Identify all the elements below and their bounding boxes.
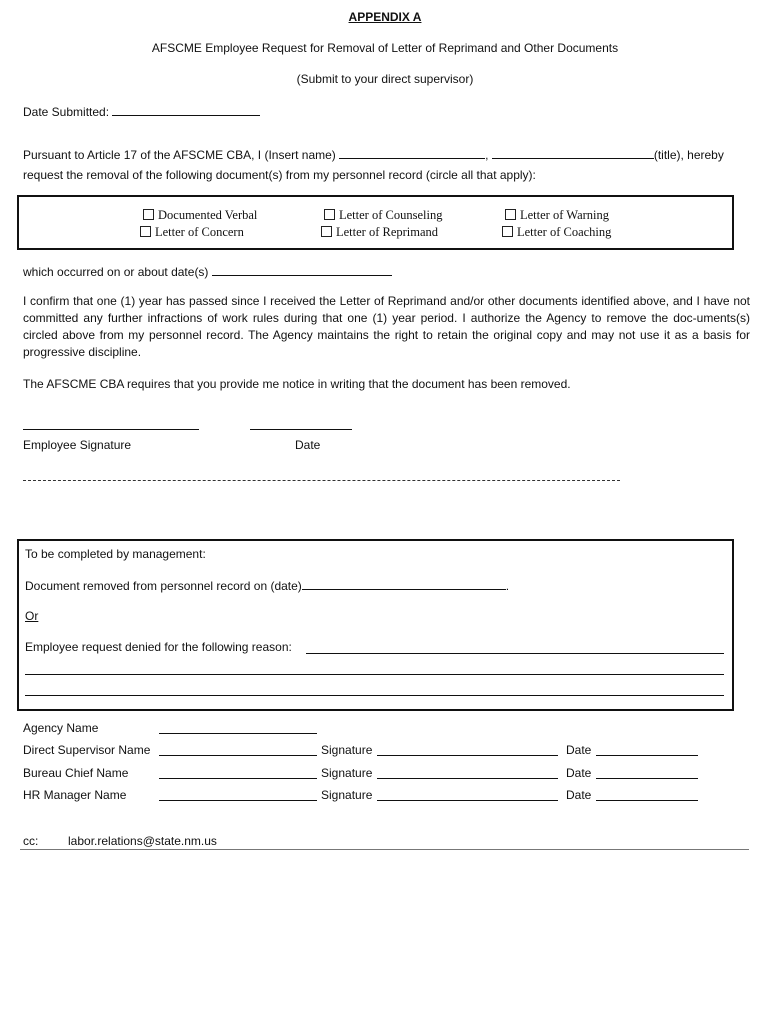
cc-label: cc: — [23, 834, 39, 848]
hr-manager-date-label: Date — [566, 788, 592, 802]
hr-manager-date-line[interactable] — [596, 800, 698, 801]
employee-name-blank[interactable] — [339, 147, 485, 159]
bureau-chief-signature-line[interactable] — [377, 778, 558, 779]
pursuant-title-text: (title), hereby — [653, 148, 724, 162]
management-box — [17, 539, 734, 711]
denied-label: Employee request denied for the following reason: — [25, 640, 292, 654]
occurred-label: which occurred on or about date(s) — [23, 265, 209, 279]
removed-label: Document removed from personnel record on (date) — [25, 579, 302, 593]
employee-date-line[interactable] — [250, 429, 352, 430]
direct-supervisor-label: Direct Supervisor Name — [23, 743, 151, 757]
occurred-row — [23, 264, 392, 279]
direct-supervisor-name-line[interactable] — [159, 755, 317, 756]
removed-date-blank[interactable] — [302, 578, 506, 590]
agency-name-label: Agency Name — [23, 721, 99, 735]
checkbox-icon — [321, 226, 332, 237]
denied-reason-line-2[interactable] — [25, 674, 724, 675]
cc-email[interactable]: labor.relations@state.nm.us — [68, 834, 217, 848]
submit-instruction: (Submit to your direct supervisor) — [296, 72, 474, 86]
or-label: Or — [25, 609, 39, 623]
direct-supervisor-date-line[interactable] — [596, 755, 698, 756]
date-submitted-row — [23, 104, 260, 119]
option-letter-of-coaching[interactable]: Letter of Coaching — [502, 225, 611, 240]
pursuant-line-2: request the removal of the following document(s) from my personnel record (circle all that apply): — [23, 168, 536, 182]
checkbox-icon — [143, 209, 154, 220]
appendix-title: APPENDIX A — [348, 10, 422, 24]
employee-signature-line[interactable] — [23, 429, 199, 430]
employee-title-blank[interactable] — [492, 147, 654, 159]
removed-row — [25, 578, 509, 593]
date-submitted-label: Date Submitted: — [23, 105, 110, 119]
direct-supervisor-signature-label: Signature — [321, 743, 373, 757]
direct-supervisor-date-label: Date — [566, 743, 592, 757]
option-letter-of-warning[interactable]: Letter of Warning — [505, 208, 609, 223]
denied-reason-line-3[interactable] — [25, 695, 724, 696]
occurred-date-blank[interactable] — [212, 264, 392, 276]
employee-date-label: Date — [295, 438, 321, 452]
confirm-paragraph: I confirm that one (1) year has passed since I received the Letter of Reprimand and/or other documents identified above, and I have not committed any further infractions of work rules during that one (1) year period. I authorize the Agency to remove the doc-uments(s) circled above from my personnel record. The Agency maintains the right to retain the original copy and may not use it as a basis for progressive discipline. — [23, 294, 750, 359]
option-documented-verbal[interactable]: Documented Verbal — [143, 208, 257, 223]
option-letter-of-reprimand[interactable]: Letter of Reprimand — [321, 225, 438, 240]
bureau-chief-label: Bureau Chief Name — [23, 766, 129, 780]
option-letter-of-concern[interactable]: Letter of Concern — [140, 225, 244, 240]
form-subtitle: AFSCME Employee Request for Removal of Letter of Reprimand and Other Documents — [151, 41, 619, 55]
checkbox-icon — [140, 226, 151, 237]
bureau-chief-signature-label: Signature — [321, 766, 373, 780]
date-submitted-blank[interactable] — [112, 104, 260, 116]
management-heading: To be completed by management: — [25, 547, 206, 561]
checkbox-icon — [505, 209, 516, 220]
pursuant-comma: , — [485, 148, 489, 162]
hr-manager-signature-line[interactable] — [377, 800, 558, 801]
removed-period: . — [505, 579, 510, 593]
agency-name-line[interactable] — [159, 733, 317, 734]
checkbox-icon — [324, 209, 335, 220]
hr-manager-name-line[interactable] — [159, 800, 317, 801]
hr-manager-signature-label: Signature — [321, 788, 373, 802]
hr-manager-label: HR Manager Name — [23, 788, 127, 802]
bureau-chief-date-line[interactable] — [596, 778, 698, 779]
footer-rule — [20, 849, 749, 850]
checkbox-icon — [502, 226, 513, 237]
notice-paragraph: The AFSCME CBA requires that you provide me notice in writing that the document has been removed. — [23, 377, 571, 391]
bureau-chief-name-line[interactable] — [159, 778, 317, 779]
denied-reason-line-1[interactable] — [306, 653, 724, 654]
pursuant-line-1 — [23, 147, 724, 162]
bureau-chief-date-label: Date — [566, 766, 592, 780]
section-separator — [23, 480, 620, 481]
option-letter-of-counseling[interactable]: Letter of Counseling — [324, 208, 442, 223]
employee-signature-label: Employee Signature — [23, 438, 132, 452]
pursuant-text: Pursuant to Article 17 of the AFSCME CBA, I (Insert name) — [23, 148, 336, 162]
direct-supervisor-signature-line[interactable] — [377, 755, 558, 756]
